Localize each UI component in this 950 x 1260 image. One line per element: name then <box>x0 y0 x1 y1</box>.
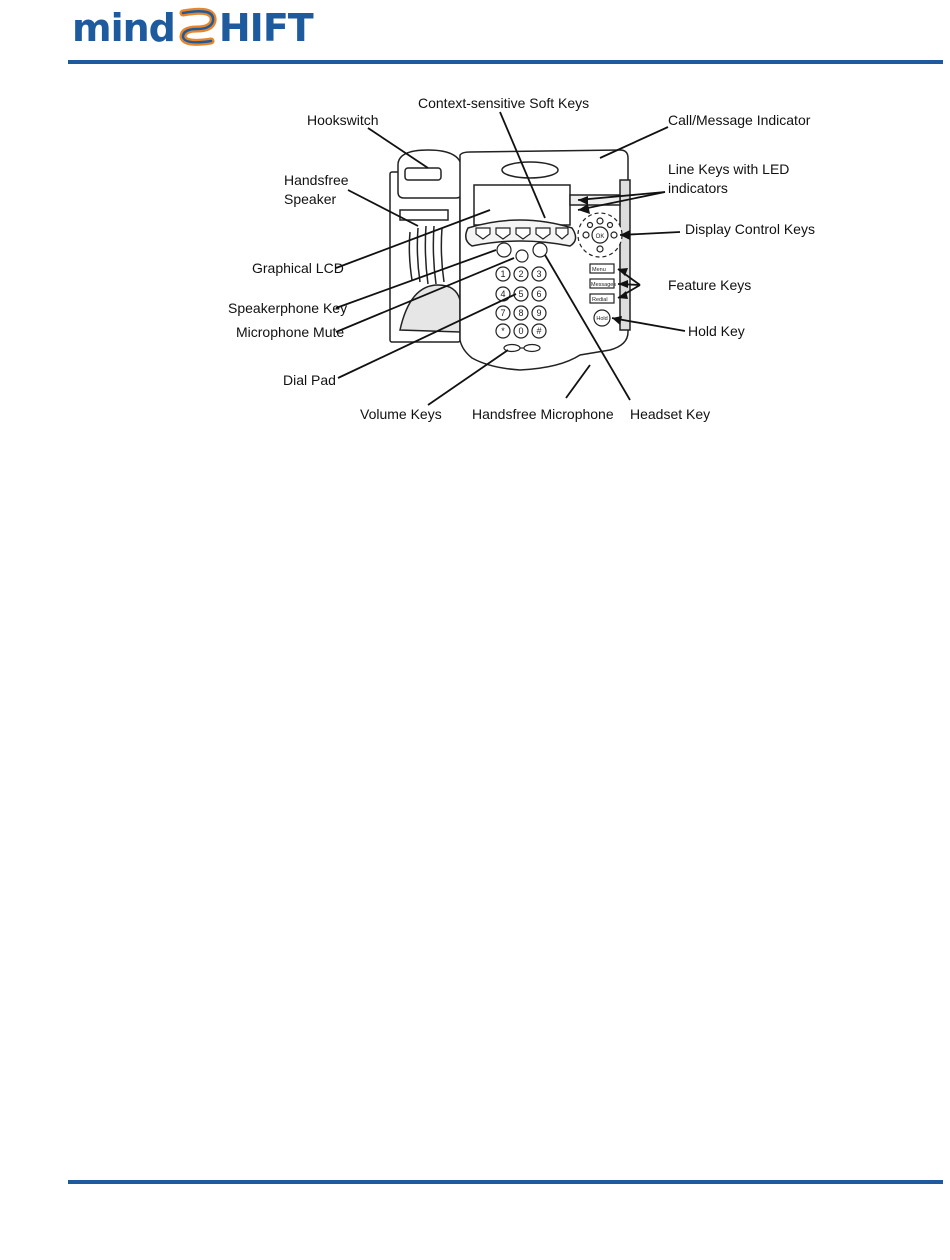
dial-key-3: 3 <box>536 269 542 279</box>
redial-key-label: Redial <box>592 297 608 303</box>
dial-key-7: 7 <box>500 308 506 318</box>
dial-key-4: 4 <box>500 289 506 299</box>
label-dial-pad: Dial Pad <box>283 372 336 388</box>
hold-key-label: Hold <box>596 316 608 322</box>
label-microphone-mute: Microphone Mute <box>236 324 345 340</box>
label-display-control-keys: Display Control Keys <box>685 221 815 237</box>
messages-key-label: Messages <box>591 282 617 288</box>
label-feature-keys: Feature Keys <box>668 277 752 293</box>
dial-key-6: 6 <box>536 289 542 299</box>
label-headset-key: Headset Key <box>630 406 711 422</box>
dial-key-0: 0 <box>518 326 524 336</box>
label-speakerphone-key: Speakerphone Key <box>228 300 348 316</box>
logo-text-right: HIFT <box>218 6 313 50</box>
label-line-keys-line1: Line Keys with LED <box>668 161 790 177</box>
dial-key-9: 9 <box>536 308 542 318</box>
footer-rule <box>68 1180 943 1184</box>
dial-key-5: 5 <box>518 289 524 299</box>
phone-base <box>460 150 630 370</box>
label-call-message-indicator: Call/Message Indicator <box>668 112 811 128</box>
handset <box>390 150 462 342</box>
menu-key-label: Menu <box>592 267 606 273</box>
label-handsfree-speaker-line1: Handsfree <box>284 172 349 188</box>
label-handsfree-microphone: Handsfree Microphone <box>472 406 614 422</box>
label-line-keys-line2: indicators <box>668 180 728 196</box>
dial-key-8: 8 <box>518 308 524 318</box>
ok-key-label: OK <box>595 234 605 240</box>
label-graphical-lcd: Graphical LCD <box>252 260 344 276</box>
label-handsfree-speaker-line2: Speaker <box>284 191 337 207</box>
label-hold-key: Hold Key <box>688 323 745 339</box>
label-soft-keys: Context-sensitive Soft Keys <box>418 95 590 111</box>
dial-key-star: * <box>501 326 505 336</box>
dial-key-hash: # <box>536 326 542 336</box>
logo-text-left: mind <box>72 6 175 50</box>
label-volume-keys: Volume Keys <box>360 406 442 422</box>
dial-key-1: 1 <box>500 269 506 279</box>
dial-key-2: 2 <box>518 269 524 279</box>
phone-diagram <box>0 0 950 450</box>
label-hookswitch: Hookswitch <box>307 112 379 128</box>
